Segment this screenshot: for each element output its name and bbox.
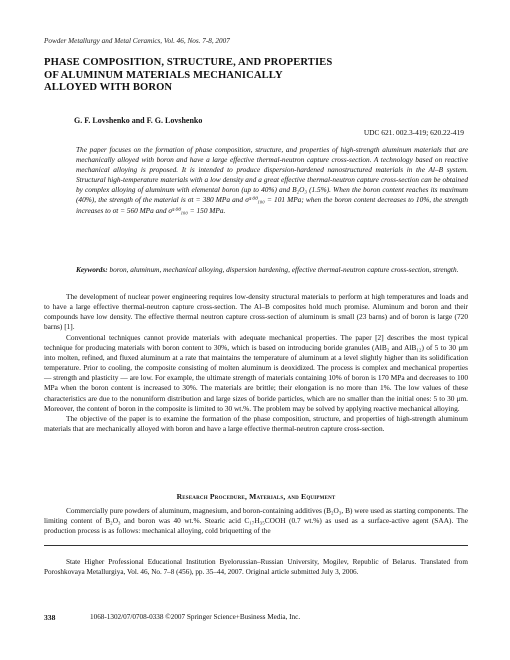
title-line: ALLOYED WITH BORON — [44, 82, 173, 94]
copyright-line: 1068-1302/07/0708-0338 ©2007 Springer Science+Business Media, Inc. — [90, 613, 301, 621]
keywords — [76, 265, 468, 275]
paragraph: Conventional techniques cannot provide materials with adequate mechanical properties. The paper [2] describes the most typical technique for producing materials with boron content to 30%, which is based on introducing boride granules (AlB₂ and AlB₁₂) of 5 to 30 μm into molten, refined, and fluxed aluminum at a rate that maintains the temperature of aluminum at a level slightly higher than its solidification temperature. Prior to cooling, the composite consisting of molten aluminum is deoxidized. The process is complex and mechanical properties — strength and plasticity — are low. For example, the ultimate strength of materials containing 10% of boron is 170 MPa and decreases to 100 MPa when the boron content is increased to 30%. The materials are brittle; their elongation is no more than 1%. The low values of these characteristics are due to the nonuniform distribution and large sizes of boride particles, which are no smaller than the initial ones: 5 to 30 μm. Moreover, the content of boron in the composite is limited to 30 wt.%. The problem may be solved by applying reactive mechanical alloying. — [44, 332, 468, 413]
footnote — [44, 557, 468, 577]
page-number: 338 — [44, 613, 56, 622]
footnote-divider — [44, 545, 468, 546]
body-text — [44, 292, 468, 434]
running-head: Powder Metallurgy and Metal Ceramics, Vol. 46, Nos. 7-8, 2007 — [44, 37, 230, 45]
udc-code: UDC 621. 002.3-419; 620.22-419 — [363, 128, 464, 137]
section-heading: Research Procedure, Materials, and Equipment — [176, 492, 336, 501]
paragraph: Commercially pure powders of aluminum, magnesium, and boron-containing additives (B₂O₃, B) were used as starting components. The limiting content of B₂O₃ and boron was 40 wt.%. Stearic acid C₁₇H₃₅COOH (0.7 wt.%) as used as a surface-active agent (SAA). The production process is as follows: mechanical alloying, cold briquetting of the — [44, 506, 468, 536]
title-line: OF ALUMINUM MATERIALS MECHANICALLY — [44, 69, 283, 81]
paper-title — [44, 57, 464, 95]
paragraph: The development of nuclear power engineering requires low-density structural materials to perform at high temperatures and loads and to have a large effective thermal-neutron capture cross-section. The Al–B composites hold much promise. Aluminum and boron and their compounds have low density. The effective thermal neutron capture cross-section of aluminum is small (23 barns) and of boron is large (720 barns) [1]. — [44, 292, 468, 332]
keywords-text: boron, aluminum, mechanical alloying, dispersion hardening, effective thermal-neutron capture cross-section, strength. — [109, 265, 459, 274]
keywords-label: Keywords: — [76, 265, 108, 274]
title-line: PHASE COMPOSITION, STRUCTURE, AND PROPERTIES — [44, 57, 333, 68]
footnote-text: State Higher Professional Educational Institution Byelorussian–Russian University, Mogilev, Republic of Belarus. Translated from Poroshkovaya Metallurgiya, Vol. 46, No. 7–8 (456), pp. 35–44, 2007. Original article submitted July 3, 2006. — [44, 558, 468, 576]
section-body — [44, 506, 468, 536]
authors: G. F. Lovshenko and F. G. Lovshenko — [74, 116, 203, 125]
abstract: The paper focuses on the formation of phase composition, structure, and properties of high-strength aluminum materials that are mechanically alloyed with boron and have a large effective thermal-neutron capture cross-section. A technology based on reactive mechanical alloying is proposed. It is intended to produce dispersion-hardened nanostructured materials in the Al–B system. Structural high-temperature materials with a low density and a great effective thermal-neutron capture cross-section can be obtained by complex alloying of aluminum with elemental boron (up to 40%) and B₂O₃ (1.5%). When the boron content reaches its maximum (40%), the strength of the material is σt = 380 MPa and σ⁵⁰⁰₁₀₀ = 101 MPa; when the boron content decreases to 10%, the strength increases to σt = 560 MPa and σ⁵⁰⁰₁₀₀ = 150 MPa. — [76, 145, 468, 215]
paragraph: The objective of the paper is to examine the formation of the phase composition, structure, and properties of high-strength aluminum materials that are mechanically alloyed with boron and have a large effective thermal-neutron capture cross-section. — [44, 413, 468, 434]
